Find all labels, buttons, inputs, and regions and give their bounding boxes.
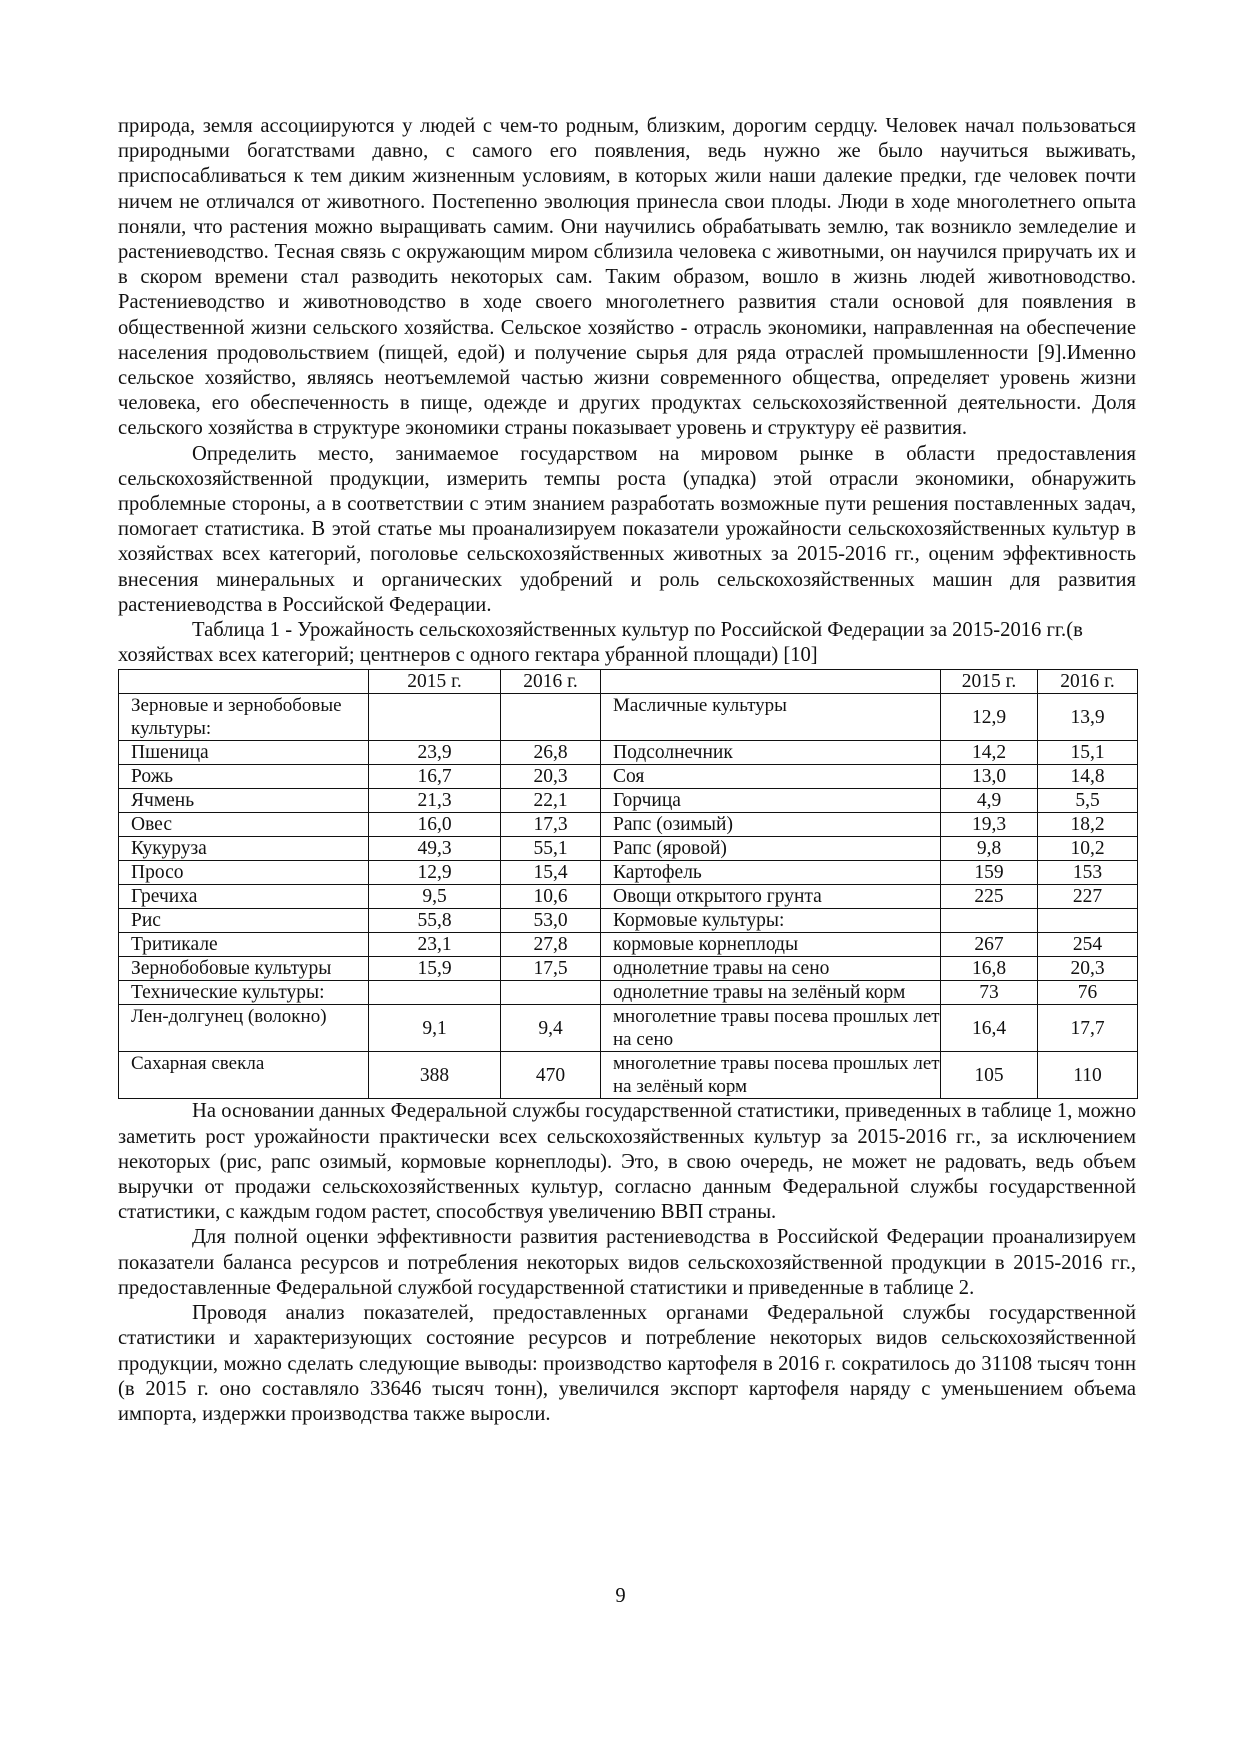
left-value-2016-cell [501, 981, 601, 1005]
right-value-2016-cell: 20,3 [1038, 957, 1138, 981]
right-value-2016-cell [1038, 909, 1138, 933]
right-value-2016-cell: 15,1 [1038, 741, 1138, 765]
left-value-2015-cell [369, 694, 501, 741]
right-crop-name-cell: многолетние травы посева прошлых лет на сено [601, 1005, 941, 1052]
left-crop-name-cell: Рожь [119, 765, 369, 789]
left-value-2016-cell: 53,0 [501, 909, 601, 933]
header-cell-2016-left: 2016 г. [501, 670, 601, 694]
left-value-2016-cell [501, 694, 601, 741]
right-value-2015-cell: 9,8 [941, 837, 1038, 861]
left-value-2016-cell: 9,4 [501, 1005, 601, 1052]
left-value-2015-cell: 16,0 [369, 813, 501, 837]
left-crop-name-cell: Сахарная свекла [119, 1052, 369, 1099]
right-value-2015-cell: 159 [941, 861, 1038, 885]
table-row [119, 837, 1138, 861]
left-crop-name-cell: Зернобобовые культуры [119, 957, 369, 981]
left-crop-name-cell: Овес [119, 813, 369, 837]
right-value-2016-cell: 13,9 [1038, 694, 1138, 741]
paragraph-statistics-purpose: Определить место, занимаемое государством на мировом рынке в области предоставления сельскохозяйственной продукции, измерить темпы роста (упадка) этой отрасли экономики, обнаружить проблемные стороны, а в соответствии с этим знанием разработать возможные пути решения поставленных задач, помогает статистика. В этой статье мы проанализируем показатели урожайности сельскохозяйственных культур в хозяйствах всех категорий, поголовье сельскохозяйственных животных за 2015-2016 гг., оценим эффективность внесения минеральных и органических удобрений и роль сельскохозяйственных машин для развития растениеводства в Российской Федерации. [118, 442, 1136, 616]
left-crop-name-cell: Лен-долгунец (волокно) [119, 1005, 369, 1052]
left-value-2016-cell: 10,6 [501, 885, 601, 909]
left-value-2015-cell: 388 [369, 1052, 501, 1099]
table-header-row [119, 670, 1138, 694]
paragraph-balance-intro: Для полной оценки эффективности развития растениеводства в Российской Федерации проанализируем показатели баланса ресурсов и потребления некоторых видов сельскохозяйственной продукции в 2015-2016 гг., предоставленные Федеральной службой государственной статистики и приведенные в таблице 2. [118, 1226, 1136, 1299]
left-crop-name-cell: Тритикале [119, 933, 369, 957]
table-row [119, 741, 1138, 765]
right-value-2015-cell: 4,9 [941, 789, 1038, 813]
left-crop-name-cell: Ячмень [119, 789, 369, 813]
left-value-2016-cell: 17,5 [501, 957, 601, 981]
header-cell-2016-right: 2016 г. [1038, 670, 1138, 694]
left-value-2015-cell [369, 981, 501, 1005]
table-row [119, 957, 1138, 981]
left-value-2015-cell: 12,9 [369, 861, 501, 885]
left-value-2016-cell: 26,8 [501, 741, 601, 765]
left-value-2016-cell: 27,8 [501, 933, 601, 957]
left-crop-name-cell: Просо [119, 861, 369, 885]
left-crop-name-cell: Рис [119, 909, 369, 933]
right-crop-name-cell: кормовые корнеплоды [601, 933, 941, 957]
header-cell-2015-left: 2015 г. [369, 670, 501, 694]
left-value-2015-cell: 16,7 [369, 765, 501, 789]
table-row [119, 1005, 1138, 1052]
right-value-2016-cell: 254 [1038, 933, 1138, 957]
table-row [119, 789, 1138, 813]
right-value-2015-cell: 16,8 [941, 957, 1038, 981]
right-value-2016-cell: 14,8 [1038, 765, 1138, 789]
header-cell [119, 670, 369, 694]
right-value-2016-cell: 10,2 [1038, 837, 1138, 861]
right-value-2015-cell: 267 [941, 933, 1038, 957]
table-row [119, 765, 1138, 789]
right-value-2015-cell [941, 909, 1038, 933]
left-value-2015-cell: 49,3 [369, 837, 501, 861]
left-value-2016-cell: 15,4 [501, 861, 601, 885]
crop-yield-table [118, 669, 1138, 1099]
right-value-2015-cell: 73 [941, 981, 1038, 1005]
right-value-2016-cell: 227 [1038, 885, 1138, 909]
header-cell [601, 670, 941, 694]
table-row [119, 981, 1138, 1005]
table-row [119, 885, 1138, 909]
left-value-2015-cell: 55,8 [369, 909, 501, 933]
left-crop-name-cell: Технические культуры: [119, 981, 369, 1005]
right-crop-name-cell: Рапс (яровой) [601, 837, 941, 861]
left-value-2015-cell: 9,1 [369, 1005, 501, 1052]
right-crop-name-cell: Подсолнечник [601, 741, 941, 765]
table-row [119, 861, 1138, 885]
right-crop-name-cell: однолетние травы на сено [601, 957, 941, 981]
right-value-2016-cell: 110 [1038, 1052, 1138, 1099]
right-value-2015-cell: 16,4 [941, 1005, 1038, 1052]
table-row [119, 694, 1138, 741]
paragraph-intro: природа, земля ассоциируются у людей с чем-то родным, близким, дорогим сердцу. Человек начал пользоваться природными богатствами давно, с самого его появления, ведь нужно же было научиться выживать, приспосабливаться к тем диким жизненным условиям, в которых жили наши далекие предки, где человек почти ничем не отличался от животного. Постепенно эволюция принесла свои плоды. Люди в ходе многолетнего опыта поняли, что растения можно выращивать самим. Они научились обрабатывать землю, так возникло земледелие и растениеводство. Тесная связь с окружающим миром сблизила человека с животными, он научился приручать их и в скором времени стал разводить некоторых сам. Таким образом, вошло в жизнь людей животноводство. Растениеводство и животноводство в ходе своего многолетнего развития стали основой для появления в общественной жизни сельского хозяйства. Сельское хозяйство - отрасль экономики, направленная на обеспечение населения продовольствием (пищей, едой) и получение сырья для ряда отраслей промышленности [9].Именно сельское хозяйство, являясь неотъемлемой частью жизни современного общества, определяет уровень жизни человека, его обеспеченность в пище, одежде и других продуктах сельскохозяйственной деятельности. Доля сельского хозяйства в структуре экономики страны показывает уровень и структуру её развития. [118, 115, 1136, 440]
right-value-2015-cell: 13,0 [941, 765, 1038, 789]
left-value-2015-cell: 23,9 [369, 741, 501, 765]
right-crop-name-cell: многолетние травы посева прошлых лет на зелёный корм [601, 1052, 941, 1099]
left-value-2015-cell: 23,1 [369, 933, 501, 957]
right-value-2015-cell: 105 [941, 1052, 1038, 1099]
left-value-2016-cell: 55,1 [501, 837, 601, 861]
right-crop-name-cell: Овощи открытого грунта [601, 885, 941, 909]
paragraph-potato-conclusions: Проводя анализ показателей, предоставленных органами Федеральной службы государственной статистики и характеризующих состояние ресурсов и потребление некоторых видов сельскохозяйственной продукции, можно сделать следующие выводы: производство картофеля в 2016 г. сократилось до 31108 тысяч тонн (в 2015 г. оно составляло 33646 тысяч тонн), увеличился экспорт картофеля наряду с уменьшением объема импорта, издержки производства также выросли. [118, 1302, 1136, 1425]
header-cell-2015-right: 2015 г. [941, 670, 1038, 694]
table-row [119, 933, 1138, 957]
left-value-2016-cell: 20,3 [501, 765, 601, 789]
right-value-2016-cell: 153 [1038, 861, 1138, 885]
left-crop-name-cell: Гречиха [119, 885, 369, 909]
right-value-2015-cell: 14,2 [941, 741, 1038, 765]
table-row [119, 909, 1138, 933]
right-crop-name-cell: однолетние травы на зелёный корм [601, 981, 941, 1005]
right-crop-name-cell: Рапс (озимый) [601, 813, 941, 837]
table-row [119, 813, 1138, 837]
left-crop-name-cell: Зерновые и зернобобовые культуры: [119, 694, 369, 741]
right-crop-name-cell: Горчица [601, 789, 941, 813]
left-value-2015-cell: 21,3 [369, 789, 501, 813]
paragraph-yield-analysis: На основании данных Федеральной службы государственной статистики, приведенных в таблице 1, можно заметить рост урожайности практически всех сельскохозяйственных культур за 2015-2016 гг., за исключением некоторых (рис, рапс озимый, кормовые корнеплоды). Это, в свою очередь, не может не радовать, ведь объем выручки от продажи сельскохозяйственных культур, согласно данным Федеральной службы государственной статистики, с каждым годом растет, способствуя увеличению ВВП страны. [118, 1100, 1136, 1224]
right-value-2016-cell: 17,7 [1038, 1005, 1138, 1052]
left-value-2016-cell: 470 [501, 1052, 601, 1099]
document-page [118, 114, 1136, 1427]
right-crop-name-cell: Картофель [601, 861, 941, 885]
right-value-2015-cell: 19,3 [941, 813, 1038, 837]
left-crop-name-cell: Пшеница [119, 741, 369, 765]
left-value-2015-cell: 9,5 [369, 885, 501, 909]
right-crop-name-cell: Соя [601, 765, 941, 789]
right-crop-name-cell: Кормовые культуры: [601, 909, 941, 933]
right-value-2016-cell: 76 [1038, 981, 1138, 1005]
right-value-2015-cell: 12,9 [941, 694, 1038, 741]
right-crop-name-cell: Масличные культуры [601, 694, 941, 741]
left-value-2015-cell: 15,9 [369, 957, 501, 981]
left-crop-name-cell: Кукуруза [119, 837, 369, 861]
right-value-2015-cell: 225 [941, 885, 1038, 909]
left-value-2016-cell: 17,3 [501, 813, 601, 837]
left-value-2016-cell: 22,1 [501, 789, 601, 813]
table-row [119, 1052, 1138, 1099]
right-value-2016-cell: 18,2 [1038, 813, 1138, 837]
page-number: 9 [615, 1585, 626, 1607]
right-value-2016-cell: 5,5 [1038, 789, 1138, 813]
table-caption: Таблица 1 - Урожайность сельскохозяйственных культур по Российской Федерации за 2015-2016 гг.(в хозяйствах всех категорий; центнеров с одного гектара убранной площади) [10] [118, 619, 1083, 667]
